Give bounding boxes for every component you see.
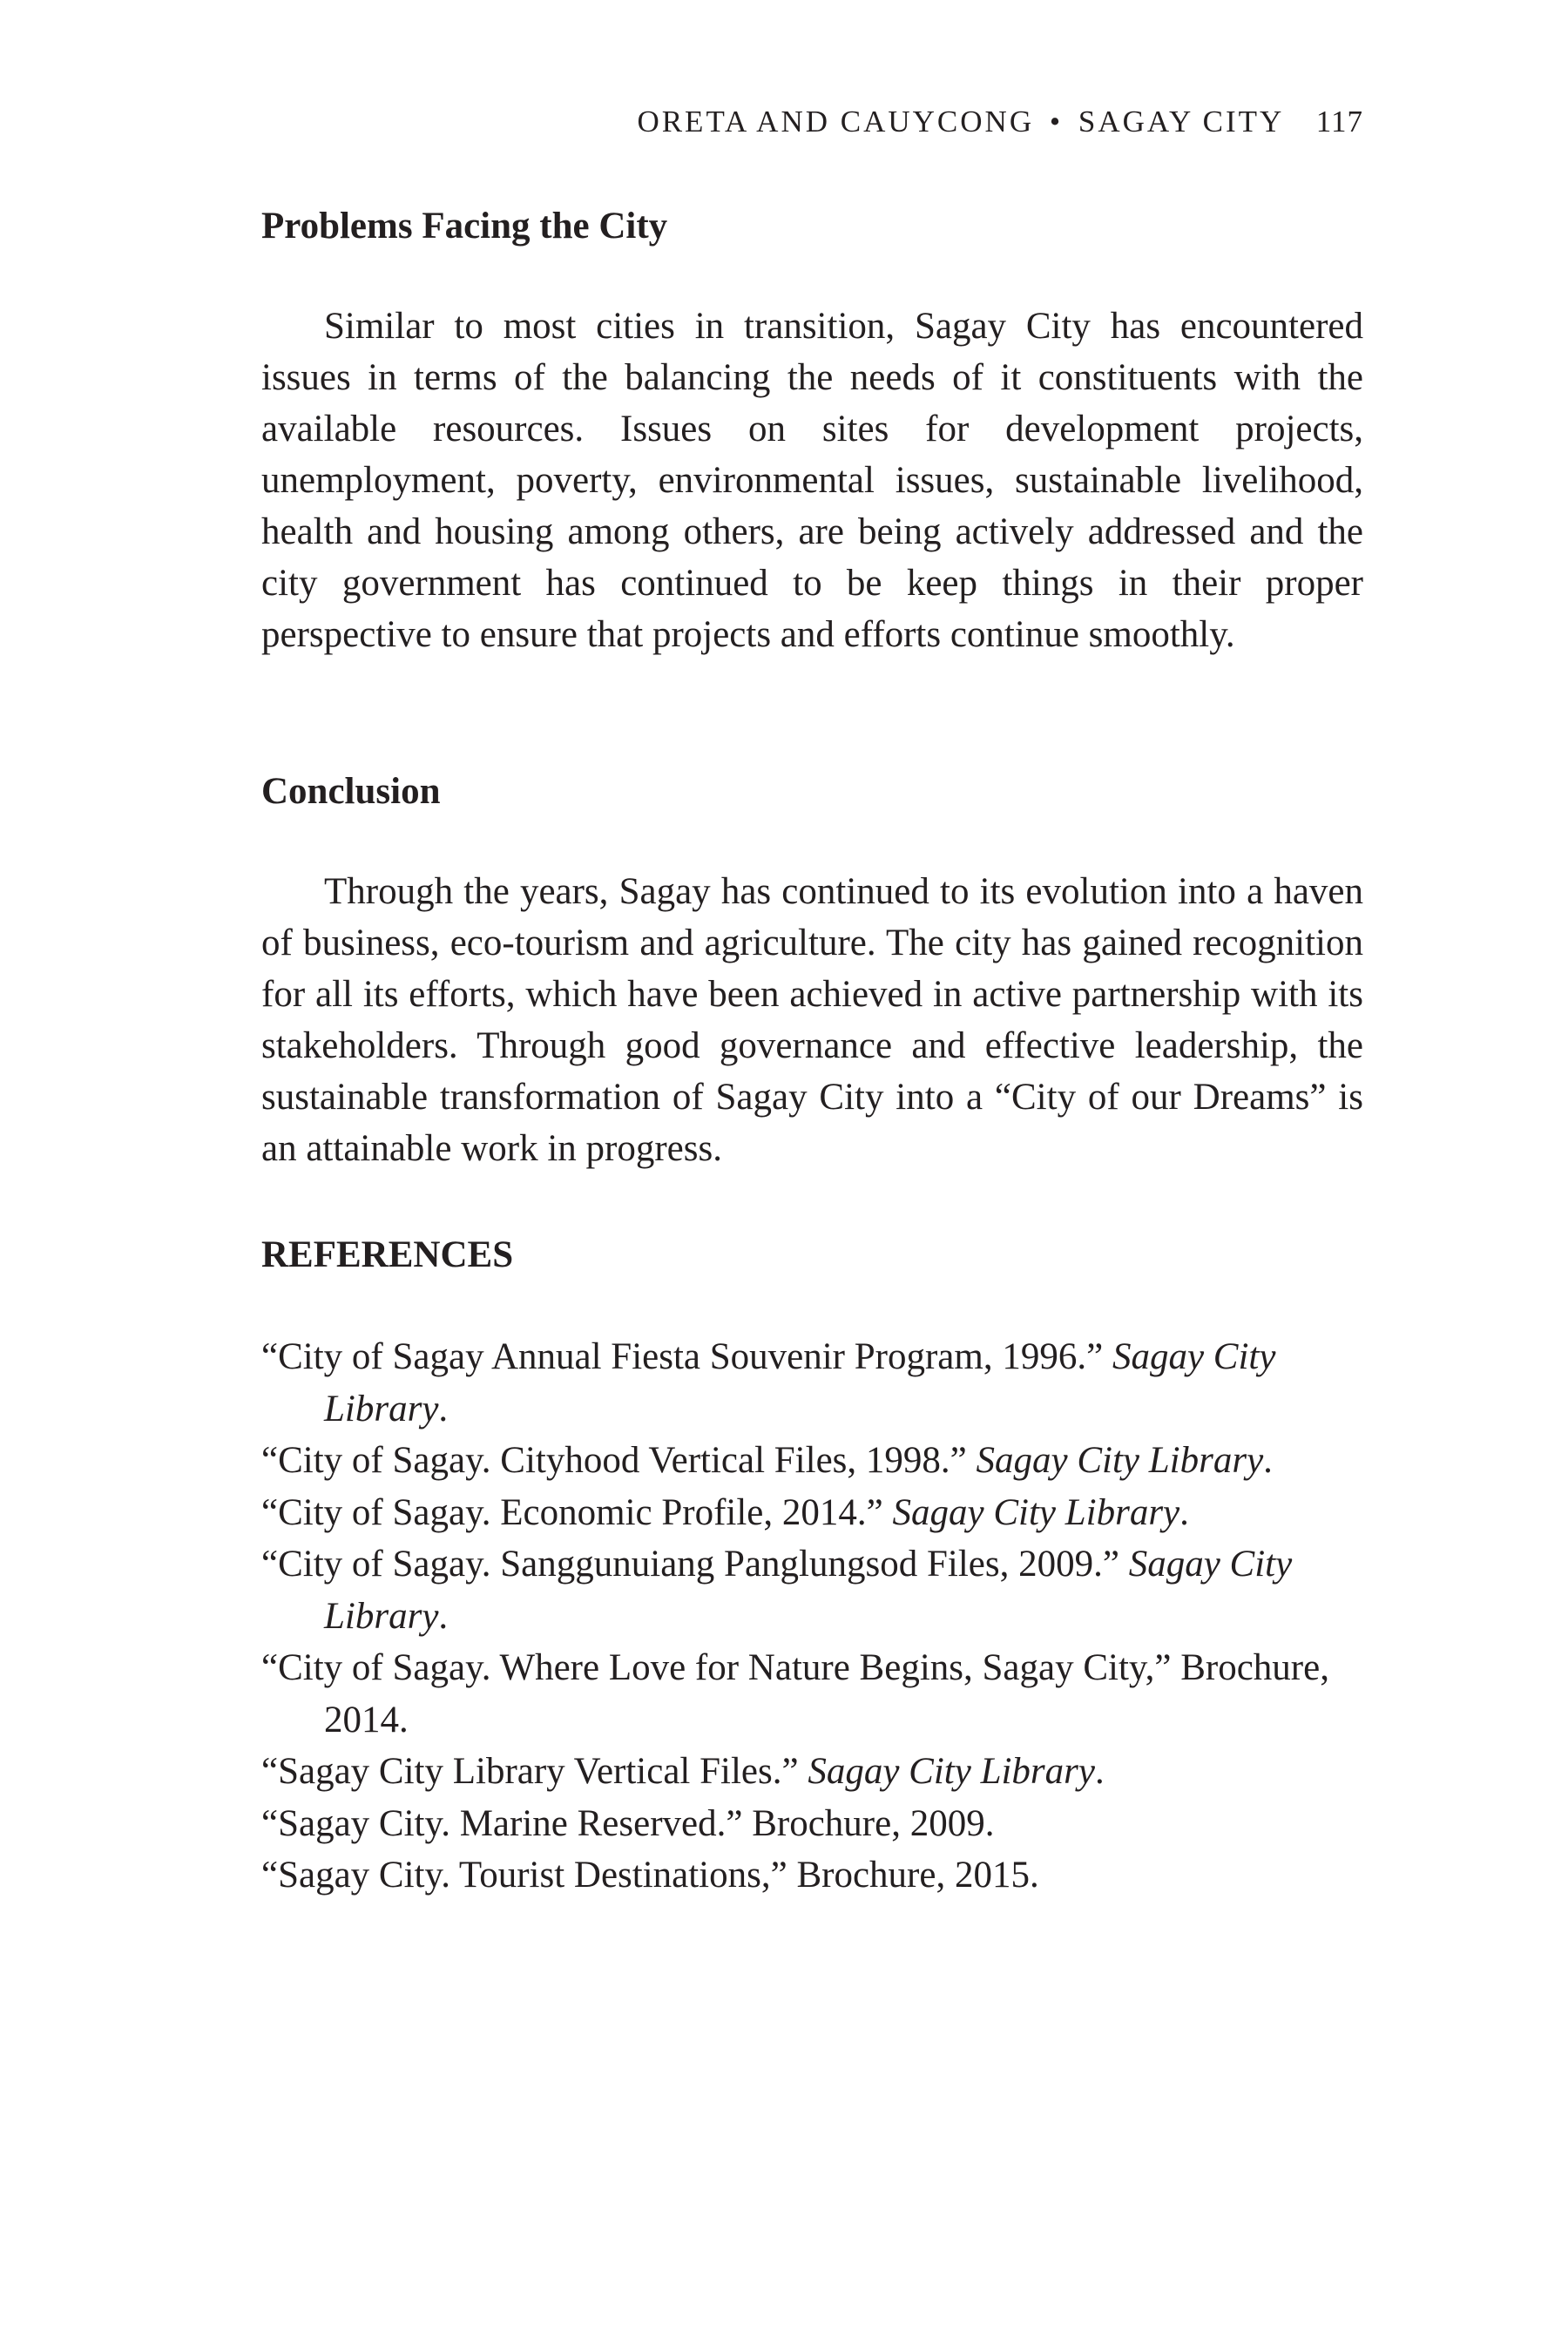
reference-source: Sagay City Library xyxy=(324,1336,1276,1429)
section-heading-conclusion: Conclusion xyxy=(261,771,441,812)
section-heading-problems: Problems Facing the City xyxy=(261,206,668,247)
section-paragraph-problems: Similar to most cities in transition, Sagay City has encountered issues in terms of the balancing the needs of it constituents with the available resources. Issues on sites for development projects, unemployment, poverty, environmental issues, sustainable livelihood, health and housing among others, are being actively addressed and the city government has continued to be keep things in their proper perspective to ensure that projects and efforts continue smoothly. xyxy=(261,306,1363,655)
reference-item: “Sagay City. Tourist Destinations,” Brochure, 2015. xyxy=(261,1855,1039,1896)
reference-source: Sagay City Library xyxy=(324,1544,1293,1637)
running-title-chapter: SAGAY CITY xyxy=(1078,105,1284,139)
reference-source: Sagay City Library xyxy=(892,1491,1180,1533)
page-number: 117 xyxy=(1315,105,1363,139)
references-list xyxy=(261,1331,1363,1902)
reference-item: “City of Sagay. Where Love for Nature Begins, Sagay City,” Brochure, 2014. xyxy=(261,1647,1329,1740)
book-page xyxy=(261,0,1363,2352)
section-paragraph-conclusion: Through the years, Sagay has continued to its evolution into a haven of business, eco-tourism and agriculture. The city has gained recognition for all its efforts, which have been achieved in active partnership with its stakeholders. Through good governance and effective leadership, the sustainable transformation of Sagay City into a “City of our Dreams” is an attainable work in progress. xyxy=(261,871,1363,1169)
running-title-authors: ORETA AND CAUYCONG xyxy=(637,105,1035,139)
reference-source: Sagay City Library xyxy=(976,1440,1264,1481)
reference-item: “City of Sagay. Cityhood Vertical Files, 1998.” Sagay City Library. xyxy=(261,1440,1273,1481)
reference-source: Sagay City Library xyxy=(808,1751,1095,1792)
reference-item: “City of Sagay. Sanggunuiang Panglungsod Files, 2009.” Sagay City Library. xyxy=(261,1544,1293,1637)
running-title-separator: • xyxy=(1049,105,1064,139)
references-heading: REFERENCES xyxy=(261,1234,514,1275)
running-header xyxy=(637,105,1363,139)
reference-item: “Sagay City. Marine Reserved.” Brochure, 2009. xyxy=(261,1802,995,1844)
reference-item: “Sagay City Library Vertical Files.” Sagay City Library. xyxy=(261,1751,1105,1792)
reference-item: “City of Sagay Annual Fiesta Souvenir Program, 1996.” Sagay City Library. xyxy=(261,1336,1276,1429)
reference-item: “City of Sagay. Economic Profile, 2014.” Sagay City Library. xyxy=(261,1491,1189,1533)
